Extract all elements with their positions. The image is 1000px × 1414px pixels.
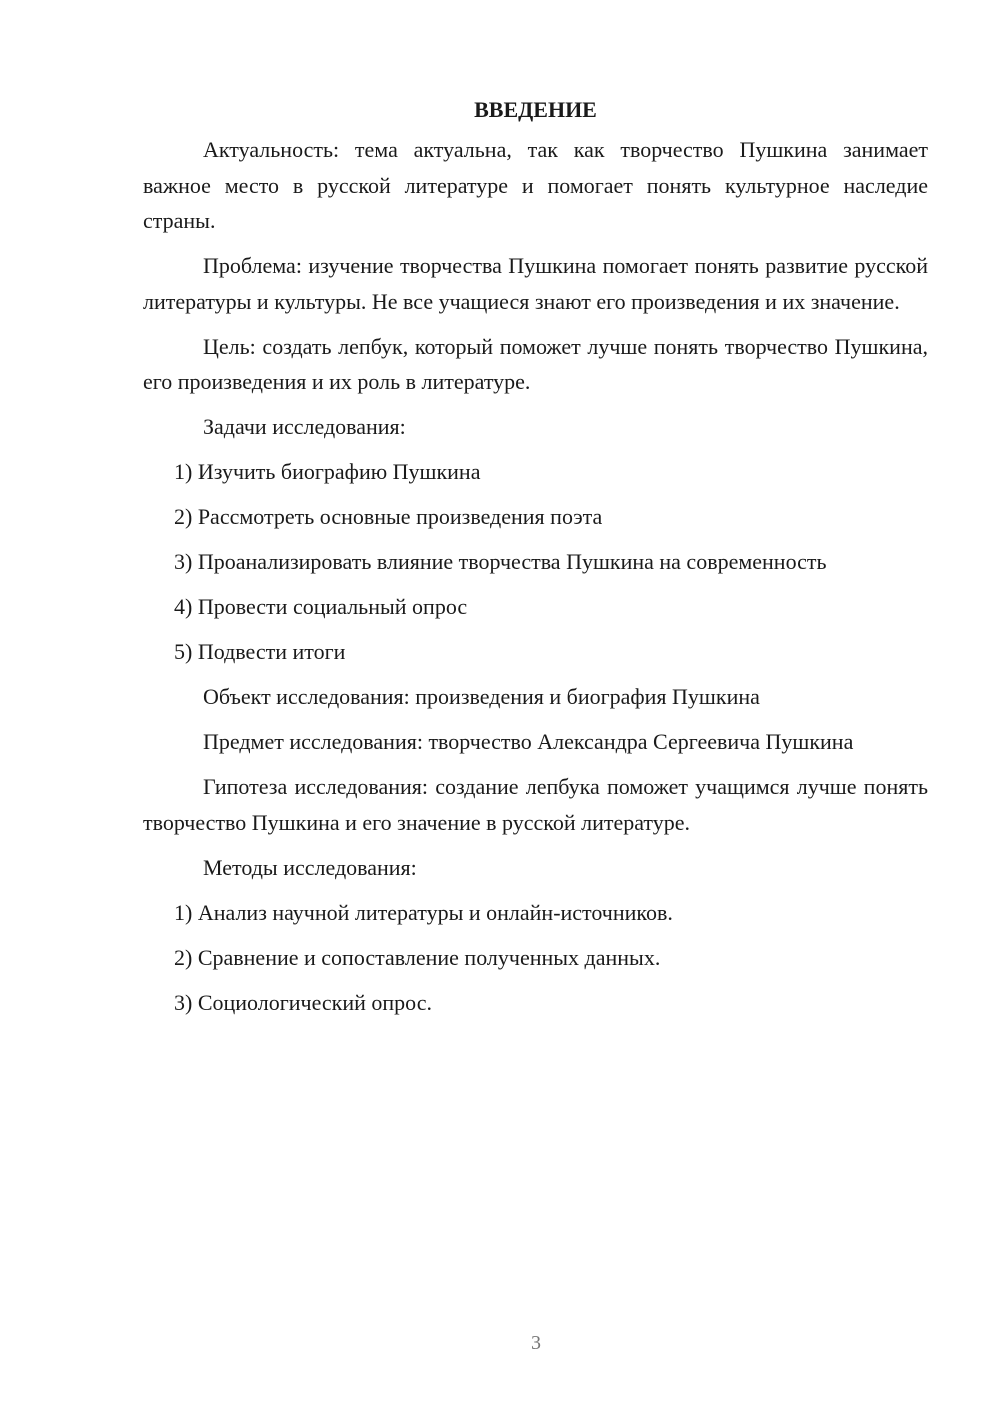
page-number: 3 xyxy=(531,1332,541,1354)
problem-paragraph: Проблема: изучение творчества Пушкина помогает понять развитие русской литературы и культуры. Не все учащиеся знают его произведения и их значение. xyxy=(143,253,928,314)
method-item: 3) Социологический опрос. xyxy=(174,989,432,1015)
relevance-paragraph: Актуальность: тема актуальна, так как творчество Пушкина занимает важное место в русской литературе и помогает понять культурное наследие страны. xyxy=(143,137,928,233)
tasks-heading: Задачи исследования: xyxy=(203,414,406,439)
methods-heading: Методы исследования: xyxy=(203,854,417,880)
document-page xyxy=(143,92,928,1030)
task-item: 4) Провести социальный опрос xyxy=(174,594,468,619)
method-item: 2) Сравнение и сопоставление полученных данных. xyxy=(174,944,661,970)
goal-paragraph: Цель: создать лепбук, который поможет лучше понять творчество Пушкина, его произведения и их роль в литературе. xyxy=(143,333,928,394)
task-item: 3) Проанализировать влияние творчества Пушкина на современность xyxy=(174,549,827,574)
task-item: 5) Подвести итоги xyxy=(174,639,346,664)
method-item: 1) Анализ научной литературы и онлайн-источников. xyxy=(174,899,673,925)
object-line: Объект исследования: произведения и биография Пушкина xyxy=(203,684,760,709)
task-item: 2) Рассмотреть основные произведения поэта xyxy=(174,504,603,529)
hypothesis-paragraph: Гипотеза исследования: создание лепбука поможет учащимся лучше понять творчество Пушкина и его значение в русской литературе. xyxy=(143,774,928,835)
task-item: 1) Изучить биографию Пушкина xyxy=(174,459,481,484)
document-title: ВВЕДЕНИЕ xyxy=(474,97,597,122)
subject-paragraph: Предмет исследования: творчество Александра Сергеевича Пушкина xyxy=(203,729,854,754)
